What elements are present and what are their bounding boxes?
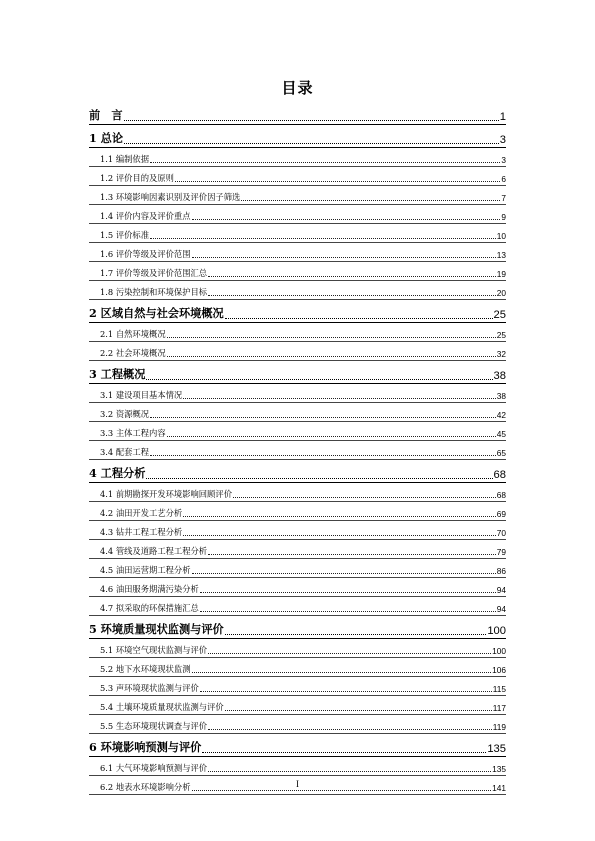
toc-entry-page-number: 1 xyxy=(499,111,506,123)
toc-entry-page-number: 65 xyxy=(496,448,506,458)
toc-entry-label: 2 区域自然与社会环境概况 xyxy=(89,306,224,320)
toc-entry-page-number: 25 xyxy=(493,309,506,321)
toc-entry-page-number: 38 xyxy=(493,370,506,382)
dot-leader xyxy=(167,337,496,338)
toc-entry-label: 3.3 主体工程内容 xyxy=(100,428,166,438)
toc-entry-page-number: 141 xyxy=(492,783,506,793)
toc-entry-label: 5.2 地下水环境现状监测 xyxy=(100,664,191,674)
toc-entry-page-number: 68 xyxy=(493,469,506,481)
toc-entry-page-number: 45 xyxy=(496,429,506,439)
toc-entry-label: 3.2 资源概况 xyxy=(100,409,150,419)
toc-entry-page-number: 70 xyxy=(496,528,506,538)
toc-entry-page-number: 100 xyxy=(487,625,506,637)
dot-leader xyxy=(183,516,496,517)
dot-leader xyxy=(208,729,492,730)
toc-section-entry[interactable] xyxy=(89,715,506,734)
toc-entry-page-number: 68 xyxy=(496,490,506,500)
toc-entry-label: 4.5 油田运营期工程分析 xyxy=(100,565,191,575)
dot-leader xyxy=(183,398,496,399)
toc-section-entry[interactable] xyxy=(89,559,506,578)
dot-leader xyxy=(192,573,496,574)
toc-entry-page-number: 42 xyxy=(496,410,506,420)
dot-leader xyxy=(202,752,486,753)
dot-leader xyxy=(225,634,487,635)
toc-entry-page-number: 94 xyxy=(496,585,506,595)
toc-section-entry[interactable] xyxy=(89,205,506,224)
dot-leader xyxy=(150,455,496,456)
toc-entry-label: 1.1 编制依据 xyxy=(100,154,150,164)
toc-entry-page-number: 94 xyxy=(496,604,506,614)
toc-entry-label: 1.7 评价等级及评价范围汇总 xyxy=(100,268,208,278)
toc-entry-label: 4.2 油田开发工艺分析 xyxy=(100,508,183,518)
toc-entry-label: 1 总论 xyxy=(89,131,124,145)
dot-leader xyxy=(124,143,499,144)
toc-entry-page-number: 25 xyxy=(496,330,506,340)
toc-entry-label: 4.7 拟采取的环保措施汇总 xyxy=(100,603,199,613)
toc-entry-label: 1.3 环境影响因素识别及评价因子筛选 xyxy=(100,192,241,202)
toc-entry-page-number: 86 xyxy=(496,566,506,576)
toc-entry-label: 1.5 评价标准 xyxy=(100,230,150,240)
toc-entry-page-number: 119 xyxy=(492,722,506,732)
toc-chapter-entry[interactable] xyxy=(89,460,506,483)
page-footer-number: I xyxy=(296,779,299,789)
toc-entry-label: 1.2 评价目的及原则 xyxy=(100,173,174,183)
toc-entry-label: 4.1 前期勘探开发环境影响回顾评价 xyxy=(100,489,232,499)
toc-entry-label: 5.1 环境空气现状监测与评价 xyxy=(100,645,208,655)
toc-entry-page-number: 117 xyxy=(492,703,506,713)
dot-leader xyxy=(225,318,493,319)
dot-leader xyxy=(208,771,491,772)
table-of-contents xyxy=(89,102,506,795)
toc-entry-label: 1.4 评价内容及评价重点 xyxy=(100,211,191,221)
dot-leader xyxy=(208,554,496,555)
dot-leader xyxy=(192,790,492,791)
toc-section-entry[interactable] xyxy=(89,342,506,361)
toc-section-entry[interactable] xyxy=(89,483,506,502)
dot-leader xyxy=(146,379,492,380)
toc-entry-page-number: 19 xyxy=(496,269,506,279)
toc-section-entry[interactable] xyxy=(89,502,506,521)
dot-leader xyxy=(167,356,496,357)
toc-entry-page-number: 135 xyxy=(487,743,506,755)
dot-leader xyxy=(192,219,501,220)
toc-entry-label: 4.3 钻井工程工程分析 xyxy=(100,527,183,537)
toc-section-entry[interactable] xyxy=(89,384,506,403)
dot-leader xyxy=(150,162,500,163)
toc-entry-label: 6.1 大气环境影响预测与评价 xyxy=(100,763,208,773)
dot-leader xyxy=(241,200,500,201)
toc-section-entry[interactable] xyxy=(89,262,506,281)
toc-entry-label: 5.4 土壤环境质量现状监测与评价 xyxy=(100,702,224,712)
toc-entry-label: 3.4 配套工程 xyxy=(100,447,150,457)
toc-entry-page-number: 20 xyxy=(496,288,506,298)
toc-entry-label: 4.4 管线及道路工程工程分析 xyxy=(100,546,208,556)
toc-section-entry[interactable] xyxy=(89,578,506,597)
dot-leader xyxy=(200,592,496,593)
toc-entry-label: 2.2 社会环境概况 xyxy=(100,348,166,358)
toc-entry-page-number: 7 xyxy=(501,193,506,203)
dot-leader xyxy=(192,257,496,258)
toc-entry-page-number: 3 xyxy=(499,134,506,146)
toc-entry-label: 1.8 污染控制和环境保护目标 xyxy=(100,287,208,297)
toc-entry-page-number: 38 xyxy=(496,391,506,401)
toc-entry-label: 3 工程概况 xyxy=(89,367,146,381)
toc-section-entry[interactable] xyxy=(89,323,506,342)
dot-leader xyxy=(208,295,496,296)
toc-entry-page-number: 3 xyxy=(501,155,506,165)
toc-entry-page-number: 100 xyxy=(492,646,506,656)
toc-entry-page-number: 6 xyxy=(501,174,506,184)
dot-leader xyxy=(175,181,500,182)
toc-entry-label: 3.1 建设项目基本情况 xyxy=(100,390,183,400)
toc-chapter-entry[interactable] xyxy=(89,102,506,125)
toc-section-entry[interactable] xyxy=(89,167,506,186)
toc-entry-label: 前 言 xyxy=(89,108,123,122)
toc-entry-label: 5.5 生态环境现状调查与评价 xyxy=(100,721,208,731)
toc-section-entry[interactable] xyxy=(89,422,506,441)
toc-section-entry[interactable] xyxy=(89,186,506,205)
toc-entry-label: 5 环境质量现状监测与评价 xyxy=(89,622,224,636)
toc-section-entry[interactable] xyxy=(89,148,506,167)
toc-entry-page-number: 115 xyxy=(492,684,506,694)
toc-entry-label: 4 工程分析 xyxy=(89,466,146,480)
dot-leader xyxy=(150,417,496,418)
toc-entry-page-number: 106 xyxy=(492,665,506,675)
toc-section-entry[interactable] xyxy=(89,281,506,300)
toc-section-entry[interactable] xyxy=(89,639,506,658)
toc-entry-label: 4.6 油田服务期满污染分析 xyxy=(100,584,199,594)
toc-entry-page-number: 69 xyxy=(496,509,506,519)
toc-section-entry[interactable] xyxy=(89,696,506,715)
dot-leader xyxy=(150,238,496,239)
toc-chapter-entry[interactable] xyxy=(89,125,506,148)
toc-chapter-entry[interactable] xyxy=(89,300,506,323)
toc-entry-page-number: 79 xyxy=(496,547,506,557)
toc-section-entry[interactable] xyxy=(89,540,506,559)
toc-section-entry[interactable] xyxy=(89,224,506,243)
toc-section-entry[interactable] xyxy=(89,243,506,262)
toc-entry-label: 2.1 自然环境概况 xyxy=(100,329,166,339)
toc-section-entry[interactable] xyxy=(89,403,506,422)
dot-leader xyxy=(208,276,496,277)
toc-chapter-entry[interactable] xyxy=(89,361,506,384)
dot-leader xyxy=(225,710,492,711)
toc-entry-label: 1.6 评价等级及评价范围 xyxy=(100,249,191,259)
toc-section-entry[interactable] xyxy=(89,757,506,776)
dot-leader xyxy=(208,653,491,654)
toc-section-entry[interactable] xyxy=(89,677,506,696)
toc-entry-page-number: 135 xyxy=(492,764,506,774)
dot-leader xyxy=(200,691,492,692)
toc-chapter-entry[interactable] xyxy=(89,616,506,639)
dot-leader xyxy=(124,120,499,121)
toc-entry-label: 5.3 声环境现状监测与评价 xyxy=(100,683,199,693)
toc-entry-page-number: 9 xyxy=(501,212,506,222)
dot-leader xyxy=(146,478,492,479)
toc-chapter-entry[interactable] xyxy=(89,734,506,757)
toc-entry-page-number: 13 xyxy=(496,250,506,260)
toc-entry-page-number: 32 xyxy=(496,349,506,359)
toc-title: 目录 xyxy=(281,79,314,97)
toc-entry-label: 6 环境影响预测与评价 xyxy=(89,740,202,754)
dot-leader xyxy=(200,611,496,612)
toc-entry-page-number: 10 xyxy=(496,231,506,241)
toc-section-entry[interactable] xyxy=(89,441,506,460)
dot-leader xyxy=(183,535,496,536)
dot-leader xyxy=(167,436,496,437)
toc-entry-label: 6.2 地表水环境影响分析 xyxy=(100,782,191,792)
toc-section-entry[interactable] xyxy=(89,597,506,616)
dot-leader xyxy=(192,672,492,673)
toc-section-entry[interactable] xyxy=(89,658,506,677)
toc-section-entry[interactable] xyxy=(89,521,506,540)
dot-leader xyxy=(233,497,496,498)
